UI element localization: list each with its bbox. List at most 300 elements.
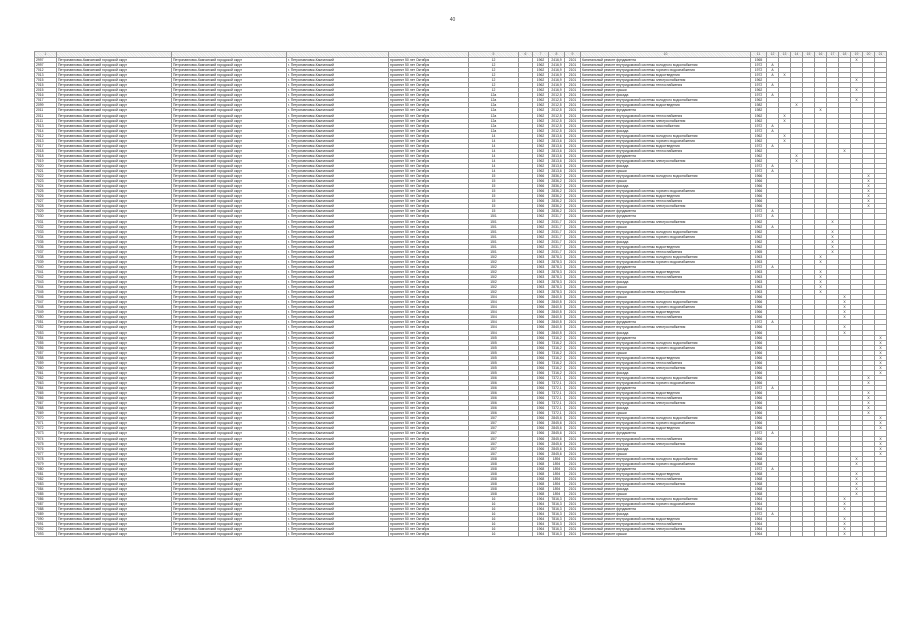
table-cell: Капитальный ремонт внутридомовой системы водоотведения [581,244,751,249]
table-cell: 2101 [565,325,581,330]
table-cell: Капитальный ремонт внутридомовой системы электроснабжения [581,365,751,370]
table-cell: 15/7 [469,451,519,456]
table-cell: Петропавловск-Камчатский городской округ [57,401,172,406]
table-cell: проспект 50 лет Октября [389,426,469,431]
table-cell: Х [791,158,803,163]
table-cell: 1966 [751,340,767,345]
table-cell: 1966 [533,300,549,305]
table-cell: А [767,320,779,325]
table-cell: Капитальный ремонт внутридомовой системы теплоснабжения [581,113,751,118]
table-cell: г. Петропавловск-Камчатский [287,83,389,88]
table-cell: Х [791,103,803,108]
table-cell: 15/4 [469,305,519,310]
table-cell: 1966 [751,305,767,310]
table-cell: Петропавловск-Камчатский городской округ [57,481,172,486]
column-header: 20 [863,52,875,58]
table-cell: 7043 [35,280,57,285]
table-cell: Х [875,426,887,431]
table-cell: проспект 50 лет Октября [389,325,469,330]
table-cell: проспект 50 лет Октября [389,315,469,320]
table-cell: Петропавловск-Камчатский городской округ [57,396,172,401]
table-cell: г. Петропавловск-Камчатский [287,234,389,239]
table-cell: 7316,2 [549,345,565,350]
table-cell: 2101 [565,98,581,103]
table-cell: Капитальный ремонт внутридомовой системы холодного водоснабжения [581,133,751,138]
table-cell: Петропавловск-Камчатский городской округ [57,158,172,163]
table-cell: проспект 50 лет Октября [389,456,469,461]
table-cell: 2101 [565,355,581,360]
table-cell: Петропавловск-Камчатский городской округ [57,269,172,274]
table-cell: 7092 [35,527,57,532]
table-cell: 7046 [35,295,57,300]
table-cell: 1963 [533,275,549,280]
table-cell: 15/2 [469,280,519,285]
table-cell: 1962 [751,113,767,118]
table-cell: Петропавловск-Камчатский городской округ [57,466,172,471]
table-cell: 15/4 [469,330,519,335]
table-cell: Петропавловск-Камчатский городской округ [57,310,172,315]
table-cell: г. Петропавловск-Камчатский [287,143,389,148]
column-header: 7 [533,52,549,58]
table-cell [519,532,533,537]
table-cell: 7035 [35,239,57,244]
table-cell: 1962 [533,158,549,163]
table-cell: Петропавловск-Камчатский городской округ [172,249,287,254]
table-cell: 1963 [533,269,549,274]
table-cell [851,532,863,537]
table-cell: 1966 [533,209,549,214]
table-cell: Капитальный ремонт фундамента [581,320,751,325]
table-cell: 2101 [565,88,581,93]
table-cell: 1968 [533,476,549,481]
table-cell: 1963 [533,264,549,269]
table-cell: Х [851,481,863,486]
table-cell: Петропавловск-Камчатский городской округ [57,83,172,88]
table-cell: 2101 [565,310,581,315]
table-cell: г. Петропавловск-Камчатский [287,522,389,527]
table-cell: 1962 [533,128,549,133]
table-cell: Капитальный ремонт фасада [581,406,751,411]
table-cell: 1894 [549,481,565,486]
table-cell: 15 [469,204,519,209]
table-cell: Петропавловск-Камчатский городской округ [172,512,287,517]
table-cell: 2101 [565,93,581,98]
table-cell: Петропавловск-Камчатский городской округ [172,325,287,330]
table-cell: г. Петропавловск-Камчатский [287,128,389,133]
table-cell: Петропавловск-Камчатский городской округ [57,532,172,537]
table-cell: 7071 [35,421,57,426]
table-cell: 2840,5 [549,300,565,305]
table-cell: 2101 [565,411,581,416]
table-cell: Капитальный ремонт внутридомовой системы электроснабжения [581,401,751,406]
table-cell: Петропавловск-Камчатский городской округ [172,456,287,461]
table-cell: Х [839,295,851,300]
table-cell: Капитальный ремонт внутридомовой системы горячего водоснабжения [581,68,751,73]
table-cell: 15/1 [469,229,519,234]
table-cell: Петропавловск-Камчатский городской округ [172,123,287,128]
table-cell: 7038 [35,254,57,259]
table-cell: проспект 50 лет Октября [389,355,469,360]
table-cell: Х [863,401,875,406]
table-cell: А [767,512,779,517]
table-cell: Капитальный ремонт внутридомовой системы горячего водоснабжения [581,461,751,466]
table-cell: г. Петропавловск-Камчатский [287,269,389,274]
table-cell: г. Петропавловск-Камчатский [287,451,389,456]
table-cell: Петропавловск-Камчатский городской округ [57,386,172,391]
table-cell: проспект 50 лет Октября [389,502,469,507]
table-cell: г. Петропавловск-Камчатский [287,118,389,123]
table-cell: Х [863,194,875,199]
table-cell: 1962 [533,123,549,128]
table-cell: 12а [469,113,519,118]
table-cell: 2840,5 [549,330,565,335]
table-cell: 15 [469,194,519,199]
table-cell: Капитальный ремонт крыши [581,350,751,355]
table-cell: 7048 [35,305,57,310]
table-cell: г. Петропавловск-Камчатский [287,184,389,189]
table-cell: 2101 [565,486,581,491]
table-cell: Капитальный ремонт фасада [581,370,751,375]
table-cell: Х [815,254,827,259]
table-cell: 1966 [751,370,767,375]
table-cell: 7065 [35,391,57,396]
table-cell: 14 [469,153,519,158]
table-cell: 7816,3 [549,512,565,517]
table-cell: 7816,3 [549,517,565,522]
table-cell: 2031,7 [549,229,565,234]
table-cell: 7079 [35,461,57,466]
column-header: 14 [791,52,803,58]
table-cell: проспект 50 лет Октября [389,224,469,229]
table-cell: Петропавловск-Камчатский городской округ [172,340,287,345]
table-cell: Петропавловск-Камчатский городской округ [57,174,172,179]
table-cell: 7057 [35,350,57,355]
table-cell: Капитальный ремонт внутридомовой системы холодного водоснабжения [581,375,751,380]
table-cell: Петропавловск-Камчатский городской округ [57,148,172,153]
table-cell: 1966 [533,446,549,451]
table-cell: 15/1 [469,219,519,224]
table-cell: 1966 [533,335,549,340]
table-cell: проспект 50 лет Октября [389,492,469,497]
table-cell: г. Петропавловск-Камчатский [287,264,389,269]
table-cell: 15/7 [469,426,519,431]
table-cell: 15/5 [469,355,519,360]
table-cell: Петропавловск-Камчатский городской округ [172,451,287,456]
table-cell: 7059 [35,360,57,365]
table-cell: 15/8 [469,461,519,466]
table-cell: 1962 [533,153,549,158]
table-cell: Капитальный ремонт внутридомовой системы электроснабжения [581,290,751,295]
table-cell: Х [827,234,839,239]
table-cell: Капитальный ремонт внутридомовой системы горячего водоснабжения [581,421,751,426]
table-cell: 2836,2 [549,184,565,189]
table-cell: 2101 [565,113,581,118]
table-cell: Петропавловск-Камчатский городской округ [172,148,287,153]
table-cell: 1966 [751,446,767,451]
table-cell: 15/6 [469,375,519,380]
table-cell: г. Петропавловск-Камчатский [287,259,389,264]
table-cell: проспект 50 лет Октября [389,214,469,219]
table-cell: 7816,3 [549,527,565,532]
table-cell: 1962 [533,224,549,229]
table-cell: 7090 [35,517,57,522]
table-body [35,58,887,537]
table-cell: Петропавловск-Камчатский городской округ [172,360,287,365]
table-cell: Петропавловск-Камчатский городской округ [172,466,287,471]
table-cell: 2031,7 [549,224,565,229]
table-cell: г. Петропавловск-Камчатский [287,249,389,254]
table-cell: Капитальный ремонт крыши [581,411,751,416]
table-cell: 15/5 [469,360,519,365]
table-cell: 1966 [533,194,549,199]
table-cell: Х [863,204,875,209]
table-cell: 15/4 [469,310,519,315]
table-cell: 7066 [35,396,57,401]
table-cell: Петропавловск-Камчатский городской округ [172,128,287,133]
table-cell: Капитальный ремонт фундамента [581,58,751,63]
table-cell: 2101 [565,360,581,365]
table-cell: 7051 [35,320,57,325]
table-cell: 7017 [35,143,57,148]
table-cell: Петропавловск-Камчатский городской округ [172,103,287,108]
table-cell: Х [839,315,851,320]
table-cell: 1968 [751,461,767,466]
table-cell: Петропавловск-Камчатский городской округ [57,285,172,290]
table-cell: 7088 [35,507,57,512]
table-cell: 2111 [35,118,57,123]
table-cell: 1972 [751,163,767,168]
table-cell: 1966 [533,320,549,325]
table-cell: 7316,2 [549,350,565,355]
table-cell: 1966 [533,305,549,310]
table-cell: 2101 [565,471,581,476]
table-cell: 7078 [35,456,57,461]
table-cell: 1966 [533,184,549,189]
table-cell: Капитальный ремонт фундамента [581,264,751,269]
table-cell: 1966 [751,300,767,305]
table-cell: 7031 [35,219,57,224]
table-cell: г. Петропавловск-Камчатский [287,310,389,315]
table-cell: Петропавловск-Камчатский городской округ [57,512,172,517]
table-cell: г. Петропавловск-Камчатский [287,386,389,391]
table-cell: г. Петропавловск-Камчатский [287,174,389,179]
table-cell: 1966 [533,411,549,416]
table-cell: 2416,9 [549,73,565,78]
table-cell: 15/5 [469,345,519,350]
table-cell: 2101 [565,285,581,290]
table-cell: 15 [469,179,519,184]
table-cell: 1962 [533,234,549,239]
table-cell: 2012,5 [549,123,565,128]
table-cell: 7316,2 [549,365,565,370]
table-cell: г. Петропавловск-Камчатский [287,169,389,174]
table-cell: 7068 [35,406,57,411]
table-cell: А [767,169,779,174]
table-cell: 1962 [533,229,549,234]
table-cell: Петропавловск-Камчатский городской округ [172,93,287,98]
table-cell: Петропавловск-Камчатский городской округ [57,153,172,158]
table-cell: 1962 [751,78,767,83]
table-cell: 12 [469,58,519,63]
table-cell: 2836,2 [549,179,565,184]
table-cell [803,532,815,537]
table-cell: Капитальный ремонт фасада [581,163,751,168]
table-cell: 7372,1 [549,375,565,380]
table-cell: 15/7 [469,431,519,436]
table-cell: Х [863,375,875,380]
table-cell: Х [875,335,887,340]
table-cell: 1966 [751,179,767,184]
table-cell: 2101 [565,189,581,194]
table-cell: Петропавловск-Камчатский городской округ [172,209,287,214]
table-cell: г. Петропавловск-Камчатский [287,471,389,476]
table-cell: 15/7 [469,421,519,426]
table-cell: 7027 [35,199,57,204]
table-cell: А [767,73,779,78]
table-cell: 7085 [35,492,57,497]
table-cell: 1966 [533,396,549,401]
column-header: 18 [839,52,851,58]
table-cell: Петропавловск-Камчатский городской округ [57,103,172,108]
table-cell: проспект 50 лет Октября [389,481,469,486]
table-cell: 1894 [549,456,565,461]
column-header: 8 [549,52,565,58]
table-cell: Петропавловск-Камчатский городской округ [57,350,172,355]
table-cell: Петропавловск-Камчатский городской округ [172,426,287,431]
table-cell: 2101 [565,492,581,497]
table-cell: 2101 [565,350,581,355]
table-cell: Петропавловск-Камчатский городской округ [57,93,172,98]
table-cell: 2099 [35,103,57,108]
table-cell: 2840,5 [549,295,565,300]
table-cell: Х [875,365,887,370]
table-cell: Петропавловск-Камчатский городской округ [172,532,287,537]
table-cell: проспект 50 лет Октября [389,133,469,138]
table-cell: Капитальный ремонт фасада [581,128,751,133]
table-cell: 15/7 [469,416,519,421]
table-cell: 1968 [533,461,549,466]
table-cell [863,532,875,537]
table-cell: Петропавловск-Камчатский городской округ [57,275,172,280]
table-cell: 1964 [751,522,767,527]
table-cell: проспект 50 лет Октября [389,416,469,421]
table-cell: 15/5 [469,335,519,340]
table-cell: 12 [469,63,519,68]
table-cell: Петропавловск-Камчатский городской округ [57,421,172,426]
table-cell: Петропавловск-Камчатский городской округ [172,169,287,174]
table-cell: Петропавловск-Камчатский городской округ [172,143,287,148]
table-cell: 2031,7 [549,244,565,249]
table-cell: 2101 [565,441,581,446]
table-cell: 1966 [533,345,549,350]
table-cell: 2416,9 [549,78,565,83]
table-cell: Петропавловск-Камчатский городской округ [172,345,287,350]
table-cell: 1964 [533,517,549,522]
table-cell: Капитальный ремонт внутридомовой системы холодного водоснабжения [581,416,751,421]
table-cell: 7050 [35,315,57,320]
table-cell: 2878,3 [549,275,565,280]
table-cell: 15/4 [469,325,519,330]
table-cell: проспект 50 лет Октября [389,244,469,249]
table-cell: 1966 [751,189,767,194]
table-cell: 1894 [549,461,565,466]
table-cell: 7372,1 [549,406,565,411]
table-cell: 7061 [35,370,57,375]
table-cell: 7084 [35,486,57,491]
table-cell: проспект 50 лет Октября [389,138,469,143]
table-cell: Капитальный ремонт внутридомовой системы холодного водоснабжения [581,340,751,345]
table-cell: 1966 [533,421,549,426]
table-cell: Петропавловск-Камчатский городской округ [57,169,172,174]
table-cell: Петропавловск-Камчатский городской округ [172,58,287,63]
table-cell: проспект 50 лет Октября [389,461,469,466]
table-cell: 1966 [533,375,549,380]
column-header: 9 [565,52,581,58]
table-cell: проспект 50 лет Октября [389,507,469,512]
table-cell: Петропавловск-Камчатский городской округ [57,234,172,239]
table-cell: Петропавловск-Камчатский городской округ [57,58,172,63]
table-cell: Петропавловск-Камчатский городской округ [172,446,287,451]
table-cell: г. Петропавловск-Камчатский [287,360,389,365]
table-cell: 2101 [565,184,581,189]
table-cell: 1966 [533,401,549,406]
table-cell: Х [851,492,863,497]
table-cell: 15/2 [469,254,519,259]
table-cell: проспект 50 лет Октября [389,370,469,375]
table-cell: 15/6 [469,406,519,411]
table-cell: Х [851,456,863,461]
table-cell: 1963 [533,259,549,264]
table-cell: г. Петропавловск-Камчатский [287,153,389,158]
table-cell: 1966 [751,335,767,340]
table-cell: г. Петропавловск-Камчатский [287,476,389,481]
table-cell: 7372,1 [549,396,565,401]
table-cell: Х [815,290,827,295]
table-cell: Капитальный ремонт фундамента [581,108,751,113]
table-cell: проспект 50 лет Октября [389,411,469,416]
table-cell: проспект 50 лет Октября [389,169,469,174]
table-cell: Петропавловск-Камчатский городской округ [172,481,287,486]
table-cell: проспект 50 лет Октября [389,108,469,113]
table-cell: Петропавловск-Камчатский городской округ [172,497,287,502]
table-cell: 7087 [35,502,57,507]
table-cell: 1968 [751,492,767,497]
column-header: 19 [851,52,863,58]
table-cell: 7040 [35,264,57,269]
table-cell: 1964 [751,532,767,537]
table-cell: Петропавловск-Камчатский городской округ [172,401,287,406]
table-cell: 2101 [565,73,581,78]
table-cell: Х [839,310,851,315]
table-cell: 15/4 [469,300,519,305]
table-cell: 2813,6 [549,133,565,138]
table-cell: 15/2 [469,290,519,295]
table-cell: Х [779,118,791,123]
table-cell: Петропавловск-Камчатский городской округ [57,320,172,325]
table-cell: Х [851,476,863,481]
table-cell: Петропавловск-Камчатский городской округ [172,285,287,290]
table-cell: Петропавловск-Камчатский городской округ [172,471,287,476]
table-cell: 7012 [35,68,57,73]
table-cell: Капитальный ремонт фасада [581,330,751,335]
table-cell: 7017 [35,98,57,103]
table-cell: 2012,5 [549,113,565,118]
table-cell: 1963 [751,275,767,280]
table-cell: 1964 [533,512,549,517]
table-cell: Капитальный ремонт фасада [581,512,751,517]
table-cell: А [767,83,779,88]
table-cell: проспект 50 лет Октября [389,365,469,370]
